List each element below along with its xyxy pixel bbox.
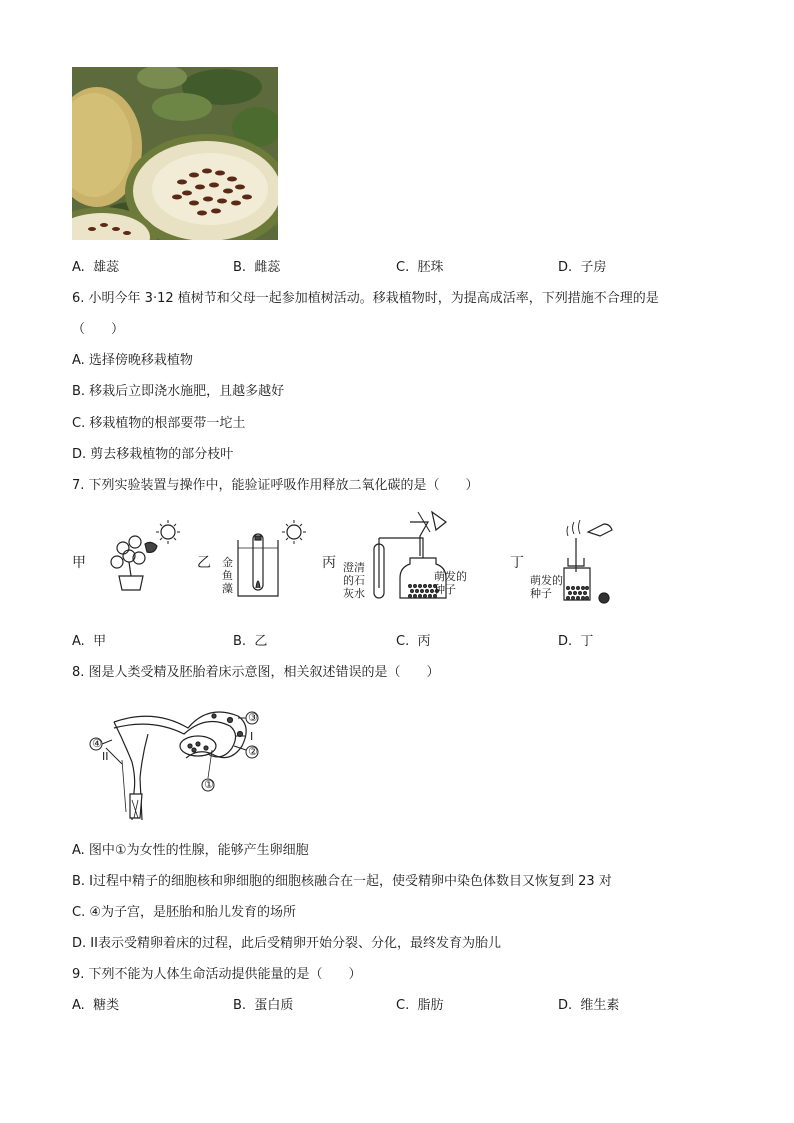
mark-II: II [102, 750, 109, 763]
q7-option-c: C. 丙 [396, 634, 431, 649]
q5-option-b: B. 雌蕊 [233, 260, 281, 275]
mark-3: ③ [248, 711, 258, 724]
jar-apparatus-ding [560, 518, 620, 608]
q5-option-d: D. 子房 [558, 260, 607, 275]
label-yi: 乙 [197, 555, 211, 571]
q7-option-b: B. 乙 [233, 634, 268, 649]
q8-stem: 8. 图是人类受精及胚胎着床示意图，相关叙述错误的是（ ） [72, 665, 440, 680]
q6-option-b: B. 移栽后立即浇水施肥，且越多越好 [72, 384, 285, 399]
q6-stem: 6. 小明今年 3·12 植树节和父母一起参加植树活动。移栽植物时，为提高成活率，下列措施不合理的是 [72, 291, 659, 306]
q6-stem-bracket: （ ） [72, 322, 125, 337]
q5-option-c: C. 胚珠 [396, 260, 444, 275]
label-jia: 甲 [72, 555, 86, 571]
q8-option-b: B. Ⅰ过程中精子的细胞核和卵细胞的细胞核融合在一起，使受精卵中染色体数目又恢复到 23 对 [72, 874, 612, 889]
reproductive-system-diagram [84, 700, 274, 824]
watermelon-photo [72, 67, 278, 240]
q8-option-d: D. II表示受精卵着床的过程，此后受精卵开始分裂、分化，最终发育为胎儿 [72, 936, 501, 951]
q7-stem: 7. 下列实验装置与操作中，能验证呼吸作用释放二氧化碳的是（ ） [72, 478, 479, 493]
bing-seeds-text: 萌发的 种子 [434, 570, 467, 596]
q9-option-b: B. 蛋白质 [233, 998, 294, 1013]
bing-limewater-text: 澄清 的石 灰水 [343, 561, 365, 600]
q8-figure [84, 700, 274, 824]
mark-1: ① [204, 778, 214, 791]
q9-option-a: A. 糖类 [72, 998, 120, 1013]
q7-option-d: D. 丁 [558, 634, 594, 649]
label-bing: 丙 [322, 555, 336, 571]
q6-option-d: D. 剪去移栽植物的部分枝叶 [72, 447, 234, 462]
q9-option-d: D. 维生素 [558, 998, 620, 1013]
q6-option-a: A. 选择傍晚移栽植物 [72, 353, 193, 368]
q8-option-c: C. ④为子宫，是胚胎和胎儿发育的场所 [72, 905, 296, 920]
q9-stem: 9. 下列不能为人体生命活动提供能量的是（ ） [72, 967, 362, 982]
label-ding: 丁 [510, 555, 524, 571]
mark-4: ④ [92, 737, 102, 750]
q9-option-c: C. 脂肪 [396, 998, 444, 1013]
q7-option-a: A. 甲 [72, 634, 107, 649]
mark-2: ② [248, 745, 258, 758]
ding-seeds-text: 萌发的 种子 [530, 574, 563, 600]
q5-option-a: A. 雄蕊 [72, 260, 120, 275]
yi-label-text: 金 鱼 藻 [222, 556, 233, 595]
plant-apparatus-jia [105, 518, 185, 596]
mark-I: I [250, 730, 254, 743]
q8-option-a: A. 图中①为女性的性腺，能够产生卵细胞 [72, 843, 309, 858]
q6-option-c: C. 移栽植物的根部要带一坨土 [72, 416, 246, 431]
